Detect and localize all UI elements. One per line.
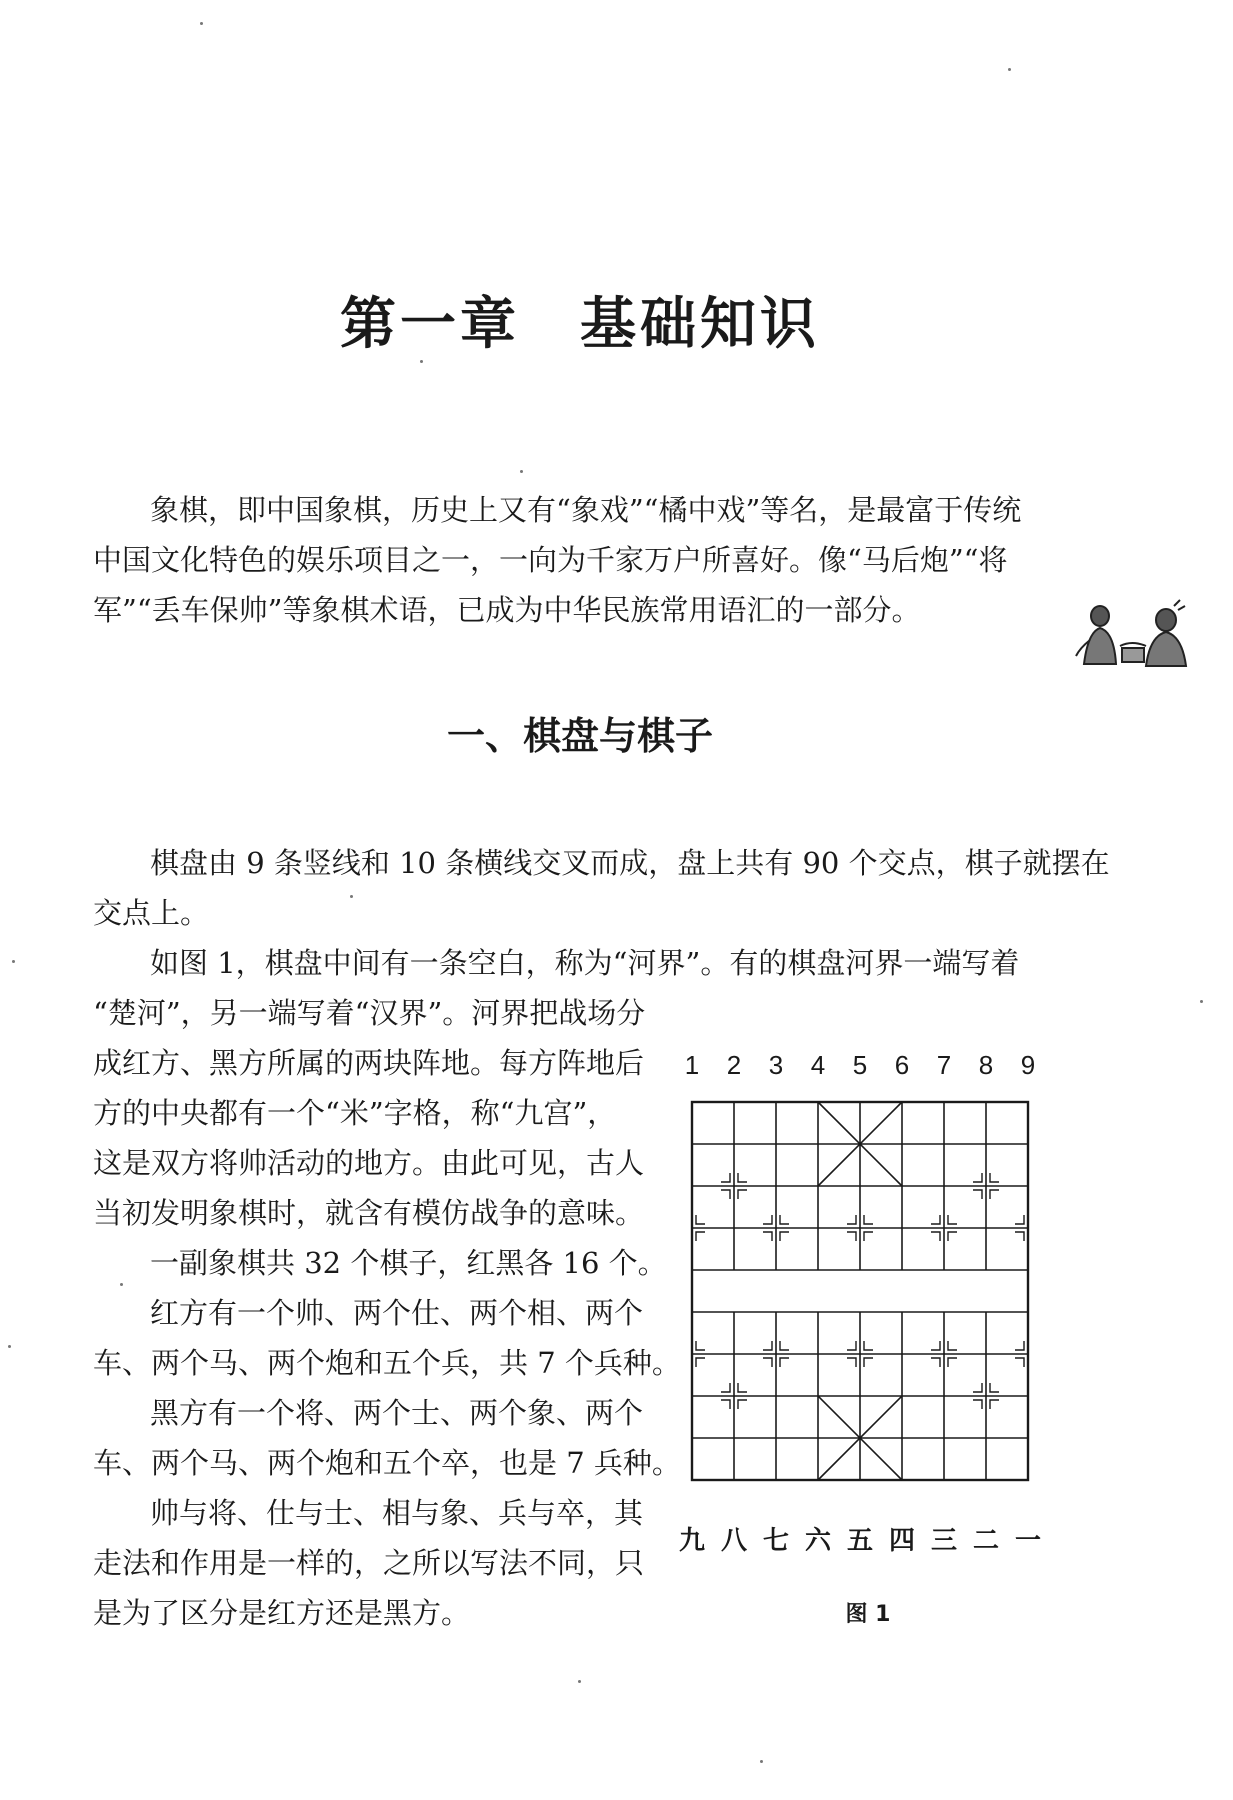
position-marker [780, 1232, 789, 1241]
position-marker [847, 1341, 856, 1350]
intro-line-2: 中国文化特色的娱乐项目之一，一向为千家万户所喜好。像“马后炮”“将 [93, 543, 1008, 577]
position-marker [864, 1341, 873, 1350]
position-marker [738, 1173, 747, 1182]
position-marker [973, 1383, 982, 1392]
position-marker [864, 1215, 873, 1224]
position-marker [948, 1232, 957, 1241]
para-3: 一副象棋共 32 个棋子，红黑各 16 个。 [150, 1246, 667, 1280]
file-number-hanzi: 六 [804, 1526, 831, 1556]
position-marker [696, 1358, 705, 1367]
position-marker [738, 1190, 747, 1199]
position-marker [973, 1190, 982, 1199]
position-marker [847, 1232, 856, 1241]
file-number: 3 [768, 1050, 784, 1080]
para-5-line-1: 黑方有一个将、两个士、两个象、两个 [150, 1396, 644, 1430]
file-number: 7 [936, 1050, 952, 1080]
file-number-hanzi: 三 [930, 1526, 957, 1556]
section-title: 一、棋盘与棋子 [446, 714, 713, 758]
position-marker [973, 1400, 982, 1409]
scan-speck [350, 895, 353, 898]
para-4-line-1: 红方有一个帅、两个仕、两个相、两个 [150, 1296, 644, 1330]
para-6-line-2: 走法和作用是一样的，之所以写法不同，只 [93, 1546, 645, 1580]
file-number: 5 [852, 1050, 868, 1080]
scan-speck [1008, 68, 1011, 71]
position-marker [1015, 1232, 1024, 1241]
file-number: 9 [1020, 1050, 1036, 1080]
xiangqi-board-diagram [690, 1100, 1034, 1490]
chapter-title [0, 280, 1160, 360]
position-marker [990, 1173, 999, 1182]
position-marker [948, 1358, 957, 1367]
scan-speck [1200, 1000, 1203, 1003]
scan-speck [200, 22, 203, 25]
position-marker [948, 1341, 957, 1350]
position-marker [990, 1383, 999, 1392]
file-number-hanzi: 九 [678, 1526, 705, 1556]
position-marker [931, 1232, 940, 1241]
position-marker [864, 1232, 873, 1241]
position-marker [864, 1358, 873, 1367]
position-marker [780, 1215, 789, 1224]
chapter-name: 基础知识 [580, 291, 820, 357]
position-marker [1015, 1358, 1024, 1367]
position-marker [931, 1215, 940, 1224]
file-number: 4 [810, 1050, 826, 1080]
para-2-line-6: 当初发明象棋时，就含有模仿战争的意味。 [93, 1196, 645, 1230]
para-1-line-1: 棋盘由 9 条竖线和 10 条横线交叉而成，盘上共有 90 个交点，棋子就摆在 [150, 846, 1110, 880]
file-number-hanzi: 五 [846, 1526, 873, 1556]
chess-players-illustration-icon [1070, 596, 1195, 671]
para-6-line-3: 是为了区分是红方还是黑方。 [93, 1596, 471, 1630]
intro-line-1: 象棋，即中国象棋，历史上又有“象戏”“橘中戏”等名，是最富于传统 [150, 493, 1022, 527]
position-marker [721, 1190, 730, 1199]
position-marker [763, 1215, 772, 1224]
scan-speck [520, 470, 523, 473]
file-number-hanzi: 一 [1014, 1526, 1041, 1556]
file-number-hanzi: 四 [888, 1526, 915, 1556]
file-number: 1 [684, 1050, 700, 1080]
file-number-hanzi: 七 [762, 1526, 789, 1556]
chapter-number: 第一章 [340, 291, 520, 357]
figure-caption: 图 1 [845, 1602, 891, 1627]
position-marker [738, 1400, 747, 1409]
position-marker [990, 1190, 999, 1199]
file-numbers-bottom [672, 1520, 1052, 1556]
position-marker [763, 1232, 772, 1241]
file-number-hanzi: 二 [972, 1526, 999, 1556]
position-marker [721, 1383, 730, 1392]
scan-speck [578, 1680, 581, 1683]
position-marker [847, 1358, 856, 1367]
scan-speck [120, 1283, 123, 1286]
para-4-line-2: 车、两个马、两个炮和五个兵，共 7 个兵种。 [93, 1346, 681, 1380]
para-1-line-2: 交点上。 [93, 896, 210, 930]
position-marker [738, 1383, 747, 1392]
position-marker [931, 1358, 940, 1367]
para-6-line-1: 帅与将、仕与士、相与象、兵与卒，其 [150, 1496, 644, 1530]
file-numbers-top [672, 1050, 1052, 1086]
position-marker [847, 1215, 856, 1224]
position-marker [931, 1341, 940, 1350]
position-marker [780, 1358, 789, 1367]
file-number: 8 [978, 1050, 994, 1080]
position-marker [780, 1341, 789, 1350]
position-marker [696, 1232, 705, 1241]
position-marker [696, 1341, 705, 1350]
position-marker [763, 1341, 772, 1350]
para-2-line-1: 如图 1，棋盘中间有一条空白，称为“河界”。有的棋盘河界一端写着 [150, 946, 1020, 980]
position-marker [973, 1173, 982, 1182]
position-marker [696, 1215, 705, 1224]
position-marker [721, 1400, 730, 1409]
file-number: 6 [894, 1050, 910, 1080]
para-5-line-2: 车、两个马、两个炮和五个卒，也是 7 兵种。 [93, 1446, 681, 1480]
para-2-line-5: 这是双方将帅活动的地方。由此可见，古人 [93, 1146, 645, 1180]
intro-line-3: 军”“丢车保帅”等象棋术语，已成为中华民族常用语汇的一部分。 [93, 593, 921, 627]
position-marker [948, 1215, 957, 1224]
file-number: 2 [726, 1050, 742, 1080]
file-number-hanzi: 八 [720, 1526, 747, 1556]
position-marker [1015, 1341, 1024, 1350]
scan-speck [420, 360, 423, 363]
para-2-line-2: “楚河”，另一端写着“汉界”。河界把战场分 [93, 996, 646, 1030]
position-marker [1015, 1215, 1024, 1224]
position-marker [990, 1400, 999, 1409]
position-marker [721, 1173, 730, 1182]
scan-speck [760, 1760, 763, 1763]
para-2-line-4: 方的中央都有一个“米”字格，称“九宫”， [93, 1096, 617, 1130]
para-2-line-3: 成红方、黑方所属的两块阵地。每方阵地后 [93, 1046, 645, 1080]
scan-speck [8, 1345, 11, 1348]
scan-speck [12, 960, 15, 963]
position-marker [763, 1358, 772, 1367]
